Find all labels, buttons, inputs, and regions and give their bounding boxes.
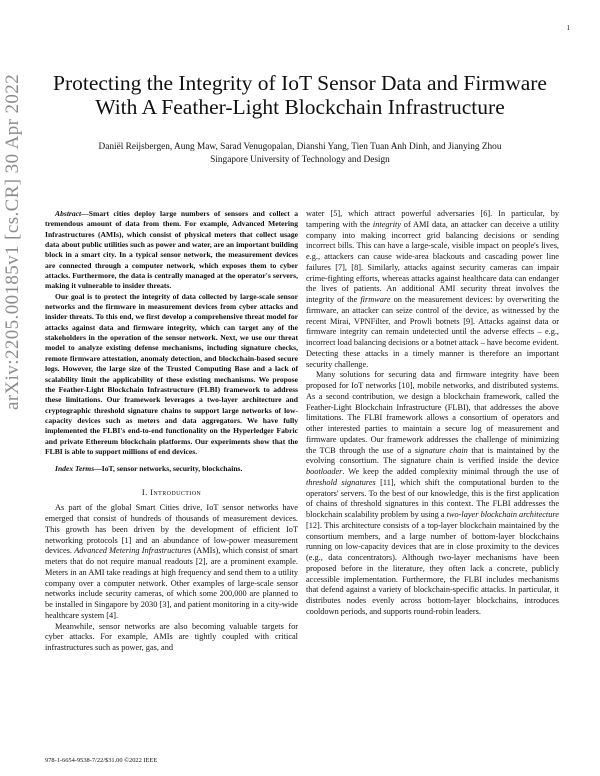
affiliation: Singapore University of Technology and Design — [210, 155, 390, 165]
intro-text: [12]. This architecture consists of a top-layer blockchain maintained by the consortium members, and a large number of bottom-layer blockchains running on low-capacity devices that are in close proximity to the devices (e.g., data concentrators). Although two-layer mechanisms have been proposed before in the literature, they often lack a concrete, publicly accessible implementation. Furthermore, the FLBI includes mechanisms that defend against a variety of blockchain-specific attacks. In particular, it distributes nodes evenly across bottom-layer blockchains, introduces cooldown periods, and supports round-robin leaders. — [306, 520, 559, 616]
copyright-notice: 978-1-6654-9538-7/22/$31.00 ©2022 IEEE — [45, 757, 158, 764]
author-list: Daniël Reijsbergen, Aung Maw, Sarad Venugopalan, Dianshi Yang, Tien Tuan Anh Dinh, and Jianying Zhou — [98, 142, 502, 152]
abstract-paragraph-2: Our goal is to protect the integrity of data collected by large-scale sensor networks and the firmware in measurement devices from cyber attacks and insider threats. To this end, we first develop a comprehensive threat model for attacks against data and firmware integrity, which can target any of the stakeholders in the operation of the sensor network. Next, we use our threat model to analyze existing defense mechanisms, including signature checks, remote firmware attestation, anomaly detection, and blockchain-based secure logs. However, the large size of the Trusted Computing Base and a lack of scalability limit the applicability of these existing mechanisms. We propose the Feather-Light Blockchain Infrastructure (FLBI) framework to address these limitations. Our framework leverages a two-layer architecture and cryptographic threshold signature chains to support large networks of low-capacity devices such as meters and data aggregators. We have fully implemented the FLBI's end-to-end functionality on the Hyperledger Fabric and private Ethereum blockchain platforms. Our experiments show that the FLBI is able to support millions of end devices. — [45, 291, 298, 456]
intro-emphasis: signature chain — [414, 445, 468, 455]
section-heading-introduction: I. Introduction — [141, 486, 202, 497]
intro-text: [11], which shift the computational burden to the operators' servers. To the best of our knowledge, this is the first application of chains of threshold signatures in this context. The FLBI addresses the blockchain scalability problem by using a — [306, 477, 559, 519]
index-terms — [45, 464, 298, 474]
abstract-text-1: —Smart cities deploy large numbers of sensors and collect a tremendous amount of data from them. For example, Advanced Metering Infrastructures (AMIs), which consist of physical meters that collect usage data about public utilities such as power and water, are an important building block in a smart city. In a typical sensor network, the measurement devices are connected through a computer network, which exposes them to cyber attacks. Furthermore, the data is centrally managed at the operator's servers, making it vulnerable to insider threats. — [45, 209, 298, 291]
abstract-paragraph-1 — [45, 209, 298, 292]
index-terms-label: Index Terms — [55, 464, 95, 474]
left-column — [45, 209, 298, 654]
abstract-label: Abstract — [55, 209, 82, 218]
intro-paragraph-4 — [306, 370, 559, 617]
arxiv-identifier-stamp[interactable]: arXiv:2205.00185v1 [cs.CR] 30 Apr 2022 — [2, 73, 23, 410]
right-column — [306, 209, 559, 618]
intro-text: water [5], which attract powerful adversaries [6]. In particular, by tampering with the — [306, 209, 559, 229]
intro-emphasis: Advanced Metering Infrastructures — [74, 546, 192, 556]
intro-paragraph-2: Meanwhile, sensor networks are also becoming valuable targets for cyber attacks. For example, AMIs are tightly coupled with critical infrastructures such as power, gas, and — [45, 621, 298, 653]
page-number: 1 — [566, 24, 570, 32]
intro-emphasis: two-layer blockchain architecture — [446, 510, 559, 519]
intro-text: of AMI data, an attacker can deceive a utility company into making incorrect grid balancing decisions or sending incorrect bills. This can have a large-scale, visible impact on people's lives, e.g., attackers can cause wide-area blackouts and cascading power line failures [7], [8]. Similarly, attacks against security cameras can impair crime-fighting efforts, whereas attacks against healthcare data can endanger the lives of patients. An additional AMI security threat involves the integrity of the — [306, 219, 559, 304]
intro-emphasis: threshold signatures — [306, 477, 376, 487]
author-block — [40, 141, 560, 167]
intro-emphasis: bootloader — [306, 467, 343, 476]
abstract — [45, 209, 298, 457]
intro-emphasis: firmware — [360, 295, 391, 304]
intro-text: (AMIs), which consist of smart meters that do not require manual readouts [2], are a prominent example. Meters in an AMI take readings at high frequency and send them to a utility company over a computer network. Other examples of large-scale sensor networks include security cameras, of which some 200,000 are planned to be installed in Singapore by 2030 [3], and patient monitoring in a city-wide healthcare system [4]. — [45, 546, 299, 620]
intro-paragraph-3 — [306, 209, 559, 370]
intro-text: that is maintained by the evolving consortium. The signature chain is verified inside the device — [306, 445, 560, 466]
intro-emphasis: integrity — [372, 219, 402, 229]
paper-title: Protecting the Integrity of IoT Sensor Data and Firmware With A Feather-Light Blockchain Infrastructure — [53, 71, 547, 120]
intro-paragraph-1 — [45, 503, 298, 621]
index-terms-text: —IoT, sensor networks, security, blockchains. — [94, 464, 243, 474]
intro-text: Many solutions for securing data and firmware integrity have been proposed for IoT networks [10], mobile networks, and distributed systems. As a second contribution, we design a blockchain framework, called the Feather-Light Blockchain Infrastructure (FLBI), that addresses the above limitations. The FLBI framework allows a consortium of operators and other interested parties to maintain a secure log of measurement and firmware updates. Our framework addresses the challenge of minimizing the TCB through the use of a — [306, 370, 559, 455]
intro-text: . We keep the added complexity minimal through the use of — [342, 467, 559, 476]
intro-text: As part of the global Smart Cities drive, IoT sensor networks have emerged that consist of hundreds of thousands of measurement devices. This growth has been driven by the development of efficient IoT networking protocols [1] and an abundance of low-power measurement devices. — [45, 503, 298, 556]
intro-text: on the measurement devices: by overwriting the firmware, an attacker can seize control of the device, as witnessed by the recent Mirai, VPNFilter, and Prowli botnets [9]. Attacks against data or firmware integrity can remain undetected until the adverse effects – e.g., incorrect load balancing decisions or a botnet attack – have become evident. Detecting these attacks in a timely manner is therefore an important security challenge. — [306, 295, 559, 369]
